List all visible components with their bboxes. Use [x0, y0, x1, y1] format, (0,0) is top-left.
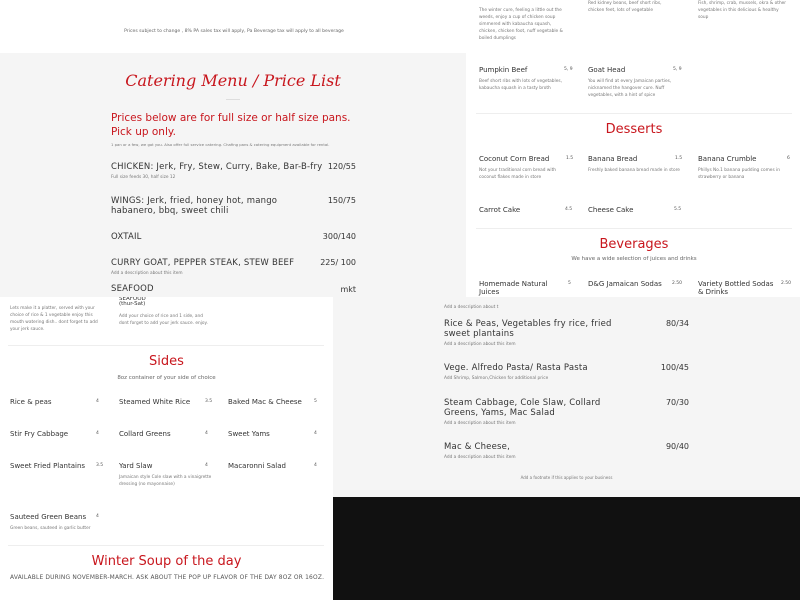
side-item-price: 5	[314, 399, 317, 404]
soup-desc: The winter cure, feeling a little out the weeds, enjoy a cup of chicken soup simmered with kabaucha squash, chicken, chicken foot, nuff vegetable & boiled dumplings	[479, 8, 563, 41]
menu-item-price: 90/40	[665, 442, 689, 451]
menu-item-name: Homemade Natural Juices	[479, 280, 548, 296]
menu-item-price: 1.5	[675, 156, 683, 161]
menu-item-desc: Add a description about t	[444, 305, 499, 310]
side-item-name: Sweet Yams	[228, 430, 270, 438]
side-item-name: Baked Mac & Cheese	[228, 398, 302, 406]
side-item-name: Macaronni Salad	[228, 462, 286, 470]
menu-item-name: Coconut Corn Bread	[479, 155, 550, 163]
menu-item-price: 5.5	[674, 207, 682, 212]
platter-desc: Lets make it a platter, served with your choice of rice & 1 vegetable enjoy this mouth watering dish.. dont forget to add your jerk sauce.	[10, 306, 98, 332]
sides-panel	[0, 297, 333, 600]
beverages-title: Beverages	[599, 237, 669, 252]
side-item-price: 4	[314, 431, 317, 436]
menu-item-price: 5	[568, 281, 571, 286]
menu-item-price: 300/140	[322, 232, 356, 241]
menu-item-name: CHICKEN: Jerk, Fry, Stew, Curry, Bake, Bar-B-fry	[111, 162, 323, 172]
catering-title: Catering Menu / Price List	[125, 71, 341, 90]
menu-item-desc: Add Shrimp, Salmon,Chicken for additional price	[444, 376, 549, 381]
catering-footnote: Add a footnote if this applies to your business	[520, 475, 613, 480]
menu-item-name: Carrot Cake	[479, 206, 521, 214]
side-item-name: Sauteed Green Beans	[10, 513, 87, 521]
menu-item-price: 2.50	[672, 281, 683, 286]
menu-item-price: 150/75	[327, 196, 356, 205]
seafood-platter-name: SEAFOOD (thur-Sat)	[119, 297, 146, 307]
menu-item-name: Steam Cabbage, Cole Slaw, Collard Greens, Yams, Mac Salad	[444, 398, 601, 418]
menu-item-price: mkt	[340, 285, 356, 294]
menu-item-desc: Add a description about this item	[444, 455, 516, 460]
menu-item-name: SEAFOOD	[111, 284, 154, 294]
divider	[8, 545, 324, 546]
menu-item-price: 70/30	[665, 398, 689, 407]
side-item-name: Collard Greens	[119, 430, 171, 438]
side-item-name: Rice & peas	[10, 398, 52, 406]
menu-item-desc: Add a description about this item	[444, 421, 516, 426]
side-item-name: Steamed White Rice	[119, 398, 191, 406]
divider	[226, 99, 240, 100]
menu-item-name: Variety Bottled Sodas & Drinks	[698, 280, 774, 296]
menu-item-price: 5, 9	[673, 67, 682, 72]
menu-item-price: 1.5	[566, 156, 574, 161]
side-item-price: 4	[314, 463, 317, 468]
side-item-name: Stir Fry Cabbage	[10, 430, 69, 438]
divider	[8, 345, 324, 346]
menu-item-name: Cheese Cake	[588, 206, 634, 214]
menu-item-price: 2.50	[781, 281, 792, 286]
desserts-title: Desserts	[605, 122, 663, 137]
menu-item-name: WINGS: Jerk, fried, honey hot, mango habanero, bbq, sweet chili	[111, 196, 278, 216]
menu-item-price: 6	[787, 156, 790, 161]
side-item-price: 4	[96, 431, 99, 436]
menu-item-desc: Beef short ribs with lots of vegetables, kabaucha squash in a tasty broth	[479, 79, 562, 91]
winter-soup-subtitle: AVAILABLE DURING NOVEMBER-MARCH. ASK ABOUT THE POP UP FLAVOR OF THE DAY 8OZ OR 16OZ.	[10, 575, 325, 581]
catering-intro: 1 pan or a few, we got you. Also offer full service catering. Chafing pans & catering equipment available for rental.	[111, 142, 330, 147]
sides-subtitle: 8oz container of your side of choice	[117, 375, 216, 381]
menu-item-price: 80/34	[665, 319, 689, 328]
menu-panel-right	[468, 0, 800, 297]
menu-item-name: Banana Bread	[588, 155, 638, 163]
menu-item-name: CURRY GOAT, PEPPER STEAK, STEW BEEF	[111, 258, 295, 268]
menu-item-name: Goat Head	[588, 66, 626, 74]
menu-item-name: Rice & Peas, Vegetables fry rice, fried sweet plantains	[444, 319, 612, 339]
beverages-subtitle: We have a wide selection of juices and drinks	[571, 256, 697, 262]
menu-item-name: Banana Crumble	[698, 155, 757, 163]
menu-item-desc: Not your traditional corn bread with coconut flakes made in store	[479, 168, 557, 180]
catering-section	[0, 53, 466, 298]
side-item-price: 4	[96, 399, 99, 404]
sides-title: Sides	[149, 354, 184, 369]
menu-item-name: Pumpkin Beef	[479, 66, 528, 74]
side-item-price: 3.5	[96, 463, 104, 468]
soup-desc: Fish, shrimp, crab, mussels, okra & other vegetables in this delicious & healthy soup	[698, 1, 787, 20]
menu-item-desc: Add a description about this item	[444, 342, 516, 347]
menu-item-price: 5, 9	[564, 67, 573, 72]
menu-item-price: 100/45	[660, 363, 689, 372]
menu-item-desc: Add a description about this item	[111, 271, 183, 276]
catering-panel-bottom	[333, 297, 800, 497]
menu-item-price: 225/ 100	[320, 258, 356, 267]
menu-item-name: D&G Jamaican Sodas	[588, 280, 662, 288]
side-item-name: Sweet Fried Plantains	[10, 462, 86, 470]
menu-item-name: Vege. Alfredo Pasta/ Rasta Pasta	[444, 363, 588, 373]
menu-item-desc: Full size feeds 30, half size 12	[111, 175, 176, 180]
price-note: Prices subject to change , 8% PA sales tax will apply, Pa Beverage tax will apply to all beverage	[124, 29, 344, 34]
menu-item-desc: Freshly baked banana bread made in store	[588, 168, 680, 173]
winter-soup-title: Winter Soup of the day	[91, 554, 242, 569]
soup-desc: Red kidney beans, beef short ribs, chicken feet, lots of vegetable	[588, 1, 662, 13]
side-item-name: Yard Slaw	[119, 462, 153, 470]
side-item-price: 4	[205, 463, 208, 468]
side-item-desc: Green beans, sauteed in garlic butter	[10, 526, 91, 531]
catering-panel-top	[0, 0, 468, 298]
menu-item-desc: Phillys No.1 banana pudding comes in strawberry or banana	[698, 168, 780, 180]
catering-heading: Prices below are for full size or half size pans. Pick up only.	[111, 112, 351, 138]
menu-item-price: 120/55	[327, 162, 356, 171]
side-item-price: 4	[96, 514, 99, 519]
side-item-price: 3.5	[205, 399, 213, 404]
divider	[476, 228, 792, 229]
menu-item-desc: You will find at every Jamaican parties, nicknamed the hangover cure. Nuff vegetables, with a hint of spice	[588, 79, 672, 98]
divider	[476, 113, 792, 114]
menu-item-price: 4.5	[565, 207, 573, 212]
platter-desc: Add your choice of rice and 1 side, and dont forget to add your jerk sauce. enjoy.	[119, 314, 208, 326]
side-item-price: 4	[205, 431, 208, 436]
menu-item-name: Mac & Cheese,	[444, 442, 510, 452]
menu-item-name: OXTAIL	[111, 232, 142, 242]
side-item-desc: Jamaican style Cole slaw with a vinaigrette dressing (no mayonnaise)	[119, 475, 212, 487]
